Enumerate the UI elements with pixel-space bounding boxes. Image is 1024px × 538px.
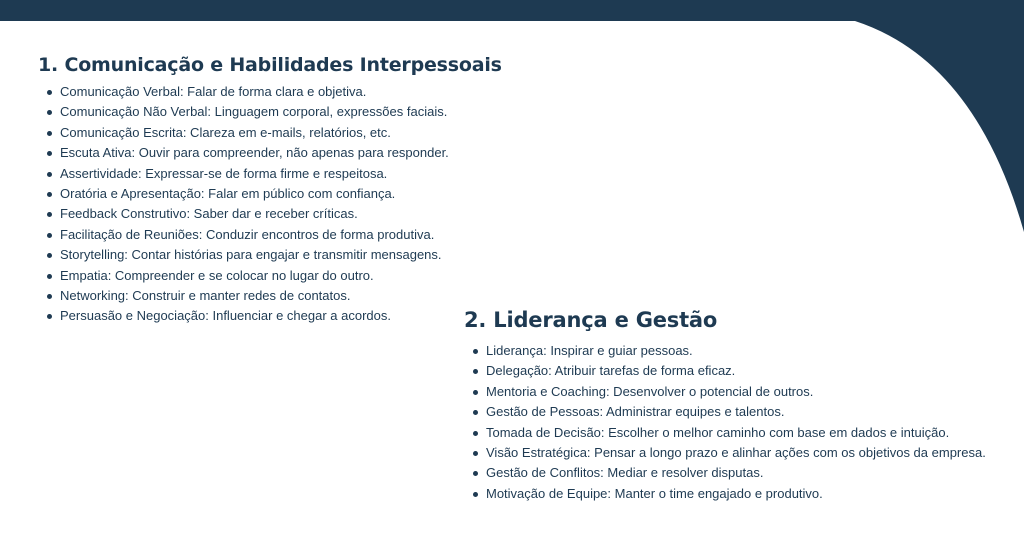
list-item: Oratória e Apresentação: Falar em público com confiança.: [38, 184, 502, 204]
list-item: Comunicação Não Verbal: Linguagem corporal, expressões faciais.: [38, 102, 502, 122]
list-item: Motivação de Equipe: Manter o time engajado e produtivo.: [464, 484, 986, 504]
list-item: Comunicação Escrita: Clareza em e-mails, relatórios, etc.: [38, 123, 502, 143]
section-communication-title: 1. Comunicação e Habilidades Interpessoais: [38, 54, 502, 76]
section-communication-list: [38, 82, 502, 327]
list-item: Gestão de Conflitos: Mediar e resolver disputas.: [464, 463, 986, 483]
list-item: Feedback Construtivo: Saber dar e receber críticas.: [38, 204, 502, 224]
list-item: Networking: Construir e manter redes de contatos.: [38, 286, 502, 306]
list-item: Comunicação Verbal: Falar de forma clara e objetiva.: [38, 82, 502, 102]
list-item: Escuta Ativa: Ouvir para compreender, não apenas para responder.: [38, 143, 502, 163]
list-item: Gestão de Pessoas: Administrar equipes e talentos.: [464, 402, 986, 422]
list-item: Empatia: Compreender e se colocar no lugar do outro.: [38, 266, 502, 286]
list-item: Visão Estratégica: Pensar a longo prazo e alinhar ações com os objetivos da empresa.: [464, 443, 986, 463]
section-leadership-title: 2. Liderança e Gestão: [464, 308, 718, 332]
list-item: Facilitação de Reuniões: Conduzir encontros de forma produtiva.: [38, 225, 502, 245]
list-item: Mentoria e Coaching: Desenvolver o potencial de outros.: [464, 382, 986, 402]
section-leadership-list: [464, 341, 986, 504]
list-item: Liderança: Inspirar e guiar pessoas.: [464, 341, 986, 361]
list-item: Assertividade: Expressar-se de forma firme e respeitosa.: [38, 164, 502, 184]
section-leadership: [464, 305, 986, 504]
list-item: Persuasão e Negociação: Influenciar e chegar a acordos.: [38, 306, 502, 326]
list-item: Storytelling: Contar histórias para engajar e transmitir mensagens.: [38, 245, 502, 265]
list-item: Tomada de Decisão: Escolher o melhor caminho com base em dados e intuição.: [464, 423, 986, 443]
list-item: Delegação: Atribuir tarefas de forma eficaz.: [464, 361, 986, 381]
section-communication: [38, 52, 502, 327]
